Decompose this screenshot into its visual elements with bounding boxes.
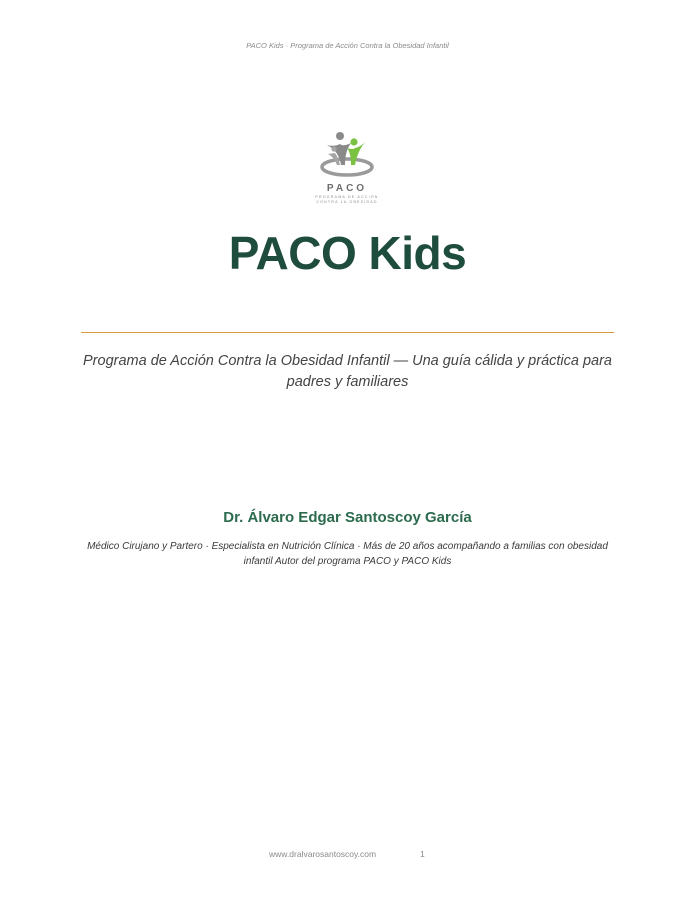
logo-tagline-line2: CONTRA LA OBESIDAD <box>316 199 378 204</box>
document-subtitle: Programa de Acción Contra la Obesidad Infantil — Una guía cálida y práctica para padres y familiares <box>83 353 612 390</box>
title-divider <box>81 332 614 333</box>
page-footer <box>0 849 695 863</box>
author-bio: Médico Cirujano y Partero · Especialista en Nutrición Clínica · Más de 20 años acompañando a familias con obesidad infantil Autor del programa PACO y PACO Kids <box>87 541 608 567</box>
logo-tagline-line1: PROGRAMA DE ACCIÓN <box>315 195 379 199</box>
paco-logo-icon <box>295 127 399 183</box>
paco-logo <box>295 127 399 207</box>
running-header: PACO Kids · Programa de Acción Contra la Obesidad Infantil <box>246 41 449 50</box>
page-number: 1 <box>420 849 425 859</box>
logo-wordmark: PACO <box>326 183 368 194</box>
document-title: PACO Kids <box>228 227 467 279</box>
author-name: Dr. Álvaro Edgar Santoscoy García <box>223 509 472 526</box>
logo-tagline <box>295 195 399 204</box>
footer-url-link[interactable]: www.dralvarosantoscoy.com <box>269 849 377 859</box>
